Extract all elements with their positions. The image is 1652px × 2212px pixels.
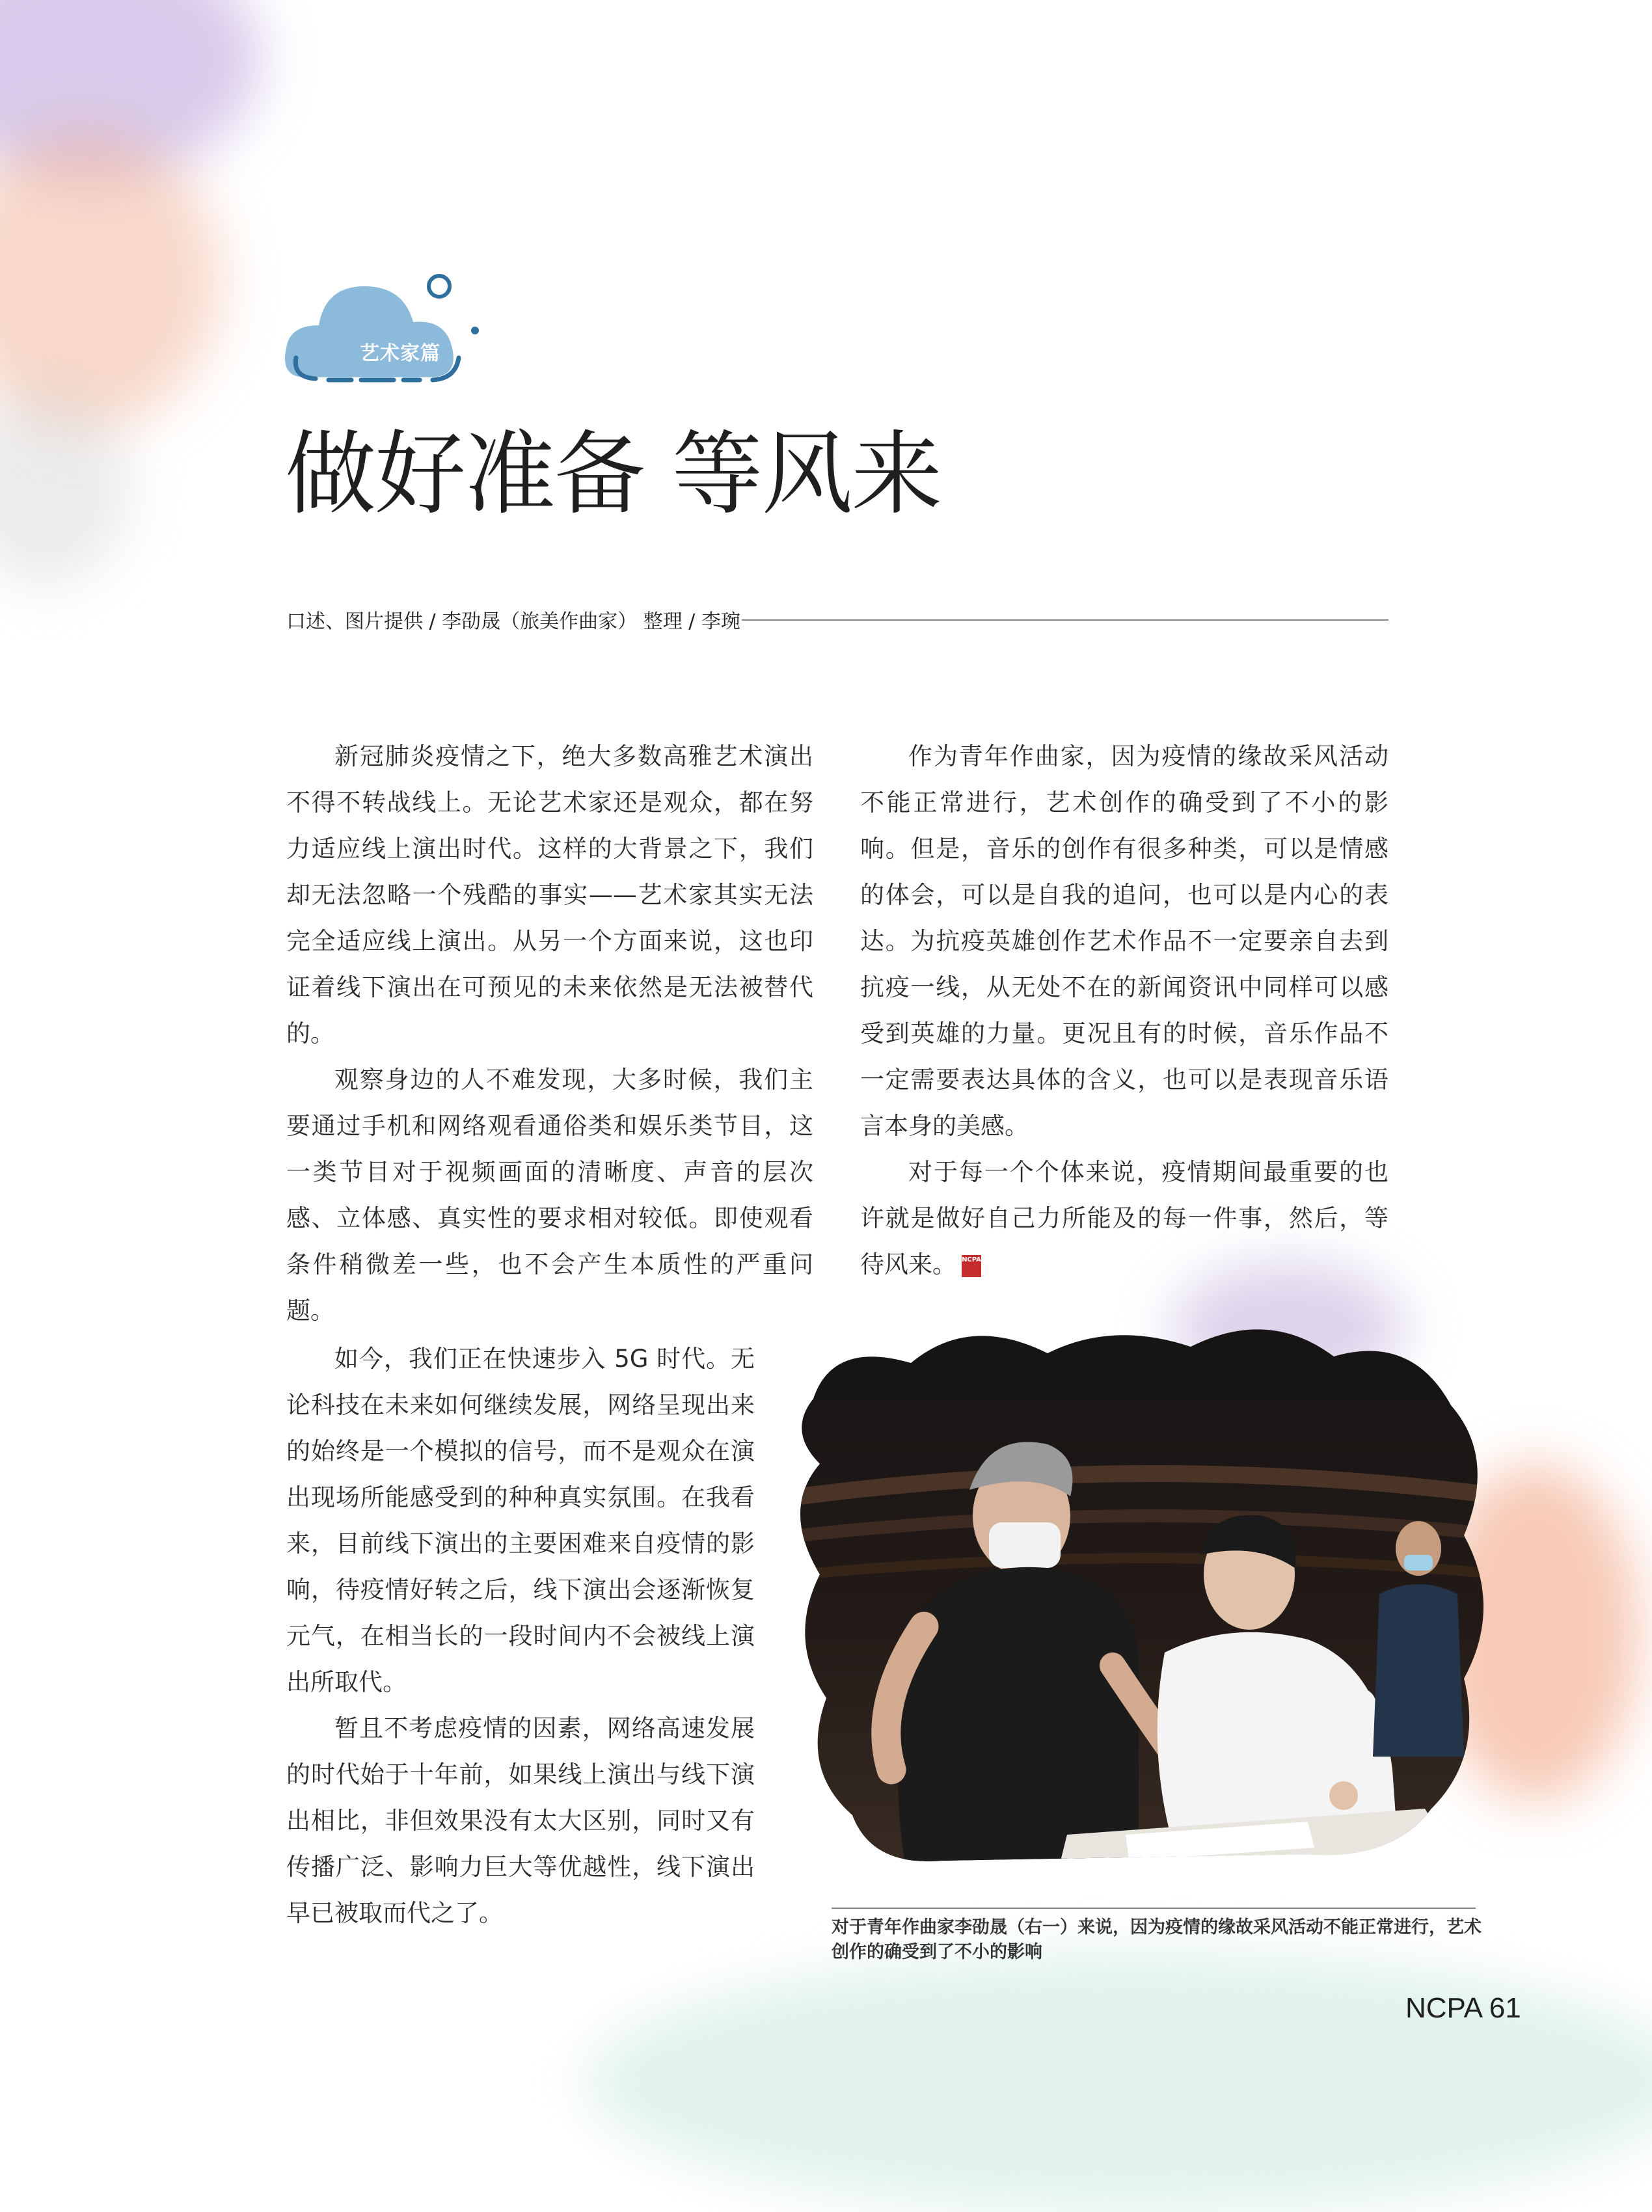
paragraph: 新冠肺炎疫情之下，绝大多数高雅艺术演出不得不转战线上。无论艺术家还是观众，都在努力适应线上演出时代。这样的大背景之下，我们却无法忽略一个残酷的事实——艺术家其实无法完全适应线上演出。从另一个方面来说，这也印证着线下演出在可预见的未来依然是无法被替代的。: [286, 742, 813, 1047]
paragraph-text: 对于每一个个体来说，疫情期间最重要的也许就是做好自己力所能及的每一件事，然后，等待风来。: [860, 1158, 1388, 1278]
paragraph: 如今，我们正在快速步入 5G 时代。无论科技在未来如何继续发展，网络呈现出来的始终是一个模拟的信号，而不是观众在演出现场所能感受到的种种真实氛围。在我看来，目前线下演出的主要困难来自疫情的影响，待疫情好转之后，线下演出会逐渐恢复元气，在相当长的一段时间内不会被线上演出所取代。: [286, 1345, 755, 1696]
photo-caption: 对于青年作曲家李劭晟（右一）来说，因为疫情的缘故采风活动不能正常进行，艺术创作的确受到了不小的影响: [832, 1917, 1482, 1962]
page-folio: [1405, 1992, 1521, 2025]
paragraph: 观察身边的人不难发现，大多时候，我们主要通过手机和网络观看通俗类和娱乐类节目，这一类节目对于视频画面的清晰度、声音的层次感、立体感、真实性的要求相对较低。即使观看条件稍微差一些，也不会产生本质性的严重问题。: [286, 1066, 813, 1325]
caption-rule: [832, 1908, 1476, 1909]
ncpa-seal-icon: [962, 1255, 981, 1277]
byline: 口述、图片提供 / 李劭晟（旅美作曲家） 整理 / 李琬: [286, 610, 740, 633]
left-column-narrow: [286, 1336, 755, 1936]
article-title: 做好准备 等风来: [285, 422, 941, 528]
left-column: [286, 733, 813, 1334]
section-badge-label: 艺术家篇: [360, 342, 440, 365]
watercolor-peach-wash: [0, 130, 221, 429]
page-number: 61: [1489, 1992, 1521, 2024]
paragraph: [860, 1149, 1388, 1288]
cloud-icon: [280, 260, 494, 390]
seal-text: NCPA: [962, 1256, 981, 1263]
article-photo: [774, 1301, 1529, 1887]
magazine-name: NCPA: [1405, 1992, 1482, 2024]
byline-rule: [742, 619, 1388, 621]
paragraph: 暂且不考虑疫情的因素，网络高速发展的时代始于十年前，如果线上演出与线下演出相比，非但效果没有太大区别，同时又有传播广泛、影响力巨大等优越性，线下演出早已被取而代之了。: [286, 1714, 755, 1927]
paragraph: 作为青年作曲家，因为疫情的缘故采风活动不能正常进行，艺术创作的确受到了不小的影响。但是，音乐的创作有很多种类，可以是情感的体会，可以是自我的追问，也可以是内心的表达。为抗疫英雄创作艺术作品不一定要亲自去到抗疫一线，从无处不在的新闻资讯中同样可以感受到英雄的力量。更况且有的时候，音乐作品不一定需要表达具体的含义，也可以是表现音乐语言本身的美感。: [860, 742, 1388, 1140]
section-badge: [280, 260, 494, 390]
right-column: [860, 733, 1388, 1288]
watercolor-green-wash: [586, 1952, 1652, 2212]
